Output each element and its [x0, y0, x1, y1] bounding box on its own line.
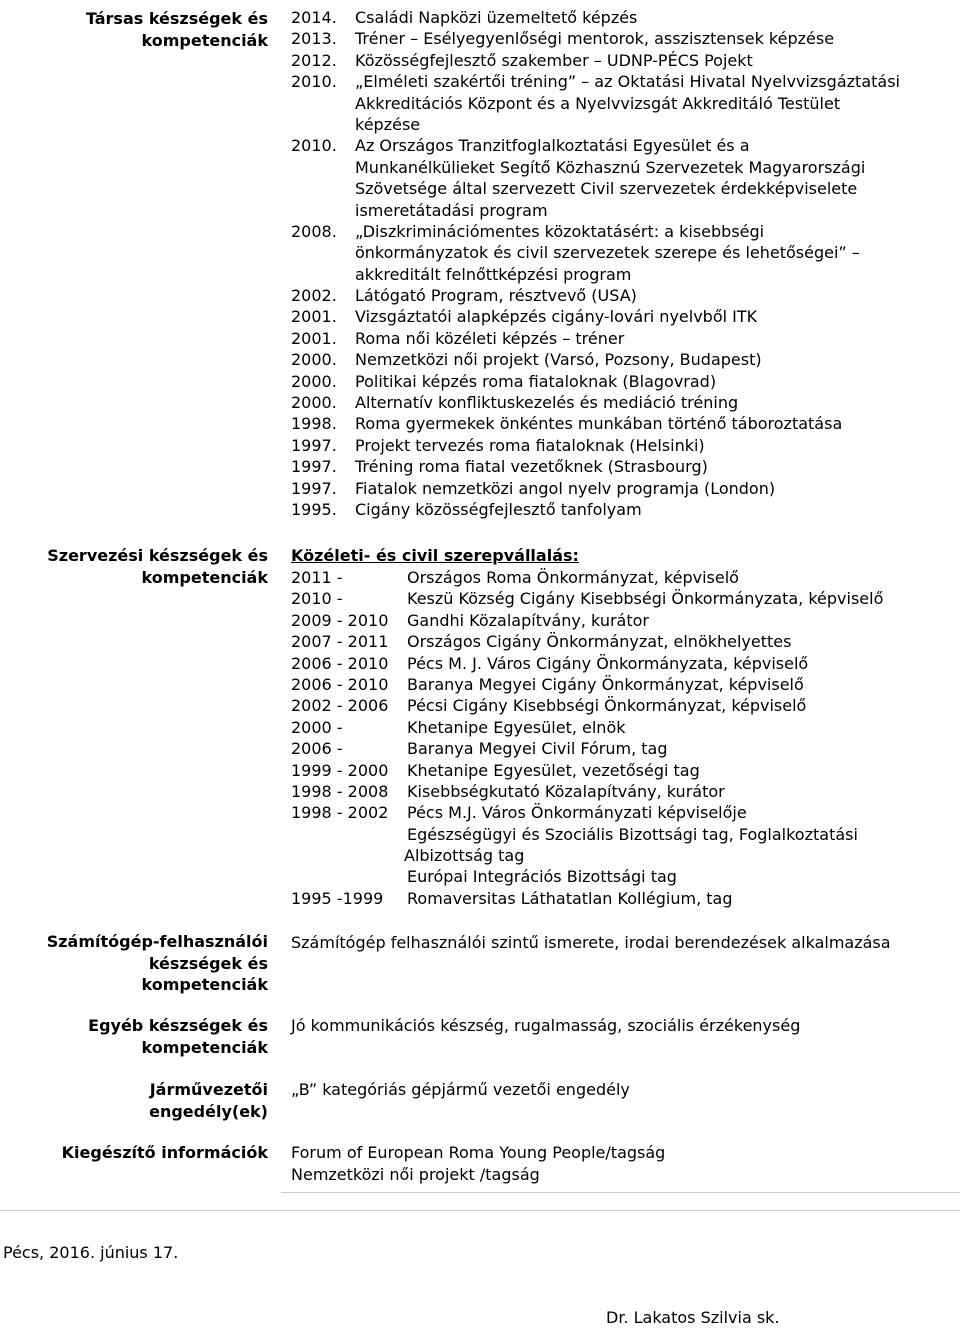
training-year: 2000.	[291, 393, 337, 413]
civic-years: 2007 - 2011	[291, 632, 389, 652]
signature: Dr. Lakatos Szilvia sk.	[606, 1308, 780, 1327]
training-entry	[291, 456, 959, 477]
label-line: kompetenciák	[141, 975, 268, 994]
civic-entry	[291, 610, 959, 631]
civic-text: Kisebbségkutató Közalapítvány, kurátor	[407, 781, 725, 801]
driving-license-text: „B” kategóriás gépjármű vezetői engedély	[291, 1080, 630, 1099]
civic-years: 2009 - 2010	[291, 610, 389, 630]
civic-text: Európai Integrációs Bizottsági tag	[407, 867, 677, 887]
civic-years: 1998 - 2008	[291, 781, 389, 801]
civic-entry	[291, 567, 959, 588]
computer-skills-label	[6, 931, 268, 996]
civic-entry	[291, 631, 959, 652]
civic-heading: Közéleti- és civil szerepvállalás:	[291, 546, 579, 565]
social-skills-label	[6, 8, 268, 51]
label-line: kompetenciák	[141, 1037, 268, 1057]
other-skills-text: Jó kommunikációs készség, rugalmasság, szociális érzékenység	[291, 1016, 801, 1035]
civic-text: Országos Roma Önkormányzat, képviselő	[407, 568, 739, 587]
training-entry	[291, 371, 959, 392]
training-year: 2001.	[291, 328, 337, 348]
civic-entry	[291, 824, 959, 845]
training-text: Nemzetközi női projekt (Varsó, Pozsony, Budapest)	[355, 350, 762, 370]
civic-text: Pécs M.J. Város Önkormányzati képviselője	[407, 803, 747, 823]
training-entry	[291, 135, 959, 156]
training-text: ismeretátadási program	[355, 200, 548, 220]
training-text: Akkreditációs Központ és a Nyelvvizsgát Akkreditáló Testület	[355, 93, 841, 113]
label-line: készségek és	[148, 953, 268, 973]
civic-years: 1995 -1999	[291, 888, 384, 908]
civic-entry	[291, 674, 959, 695]
divider	[0, 1210, 960, 1211]
civic-text: Egészségügyi és Szociális Bizottsági tag, Foglalkoztatási	[407, 824, 858, 844]
civic-section	[291, 545, 959, 909]
civic-entry	[291, 781, 959, 802]
additional-info-line: Forum of European Roma Young People/tagság	[291, 1143, 666, 1162]
civic-entry	[291, 866, 959, 887]
civic-entry	[291, 717, 959, 738]
training-year: 1995.	[291, 499, 337, 519]
civic-entry	[291, 653, 959, 674]
training-text: „Elméleti szakértői tréning” – az Oktatási Hivatal Nyelvvizsgáztatási	[355, 72, 900, 92]
training-text: Fiatalok nemzetközi angol nyelv programja (London)	[355, 478, 776, 498]
training-list	[291, 7, 959, 520]
civic-entry	[291, 802, 959, 823]
training-text: Közösségfejlesztő szakember – UDNP-PÉCS Pojekt	[355, 50, 753, 70]
label-line: Számítógép-felhasználói	[46, 932, 268, 951]
civic-text: Khetanipe Egyesület, elnök	[407, 717, 626, 737]
training-year: 2001.	[291, 307, 337, 327]
civic-entry	[291, 845, 959, 866]
training-entry	[291, 435, 959, 456]
training-text: Roma női közéleti képzés – tréner	[355, 328, 625, 348]
training-text: Alternatív konfliktuskezelés és mediáció tréning	[355, 393, 739, 413]
other-skills-label	[6, 1015, 268, 1058]
additional-info-text	[291, 1142, 665, 1186]
driving-license-label	[6, 1079, 268, 1122]
civic-text: Gandhi Közalapítvány, kurátor	[407, 610, 649, 630]
training-year: 2010.	[291, 72, 337, 92]
civic-years: 2006 - 2010	[291, 653, 389, 673]
training-year: 1997.	[291, 457, 337, 477]
training-entry	[291, 242, 959, 263]
training-year: 2013.	[291, 29, 337, 49]
training-text: Tréner – Esélyegyenlőségi mentorok, asszisztensek képzése	[355, 29, 835, 49]
training-entry	[291, 93, 959, 114]
civic-entry	[291, 738, 959, 759]
training-entry	[291, 200, 959, 221]
training-text: Vizsgáztatói alapképzés cigány-lovári nyelvből ITK	[355, 307, 758, 327]
training-text: Cigány közösségfejlesztő tanfolyam	[355, 499, 642, 519]
civic-entry	[291, 888, 959, 909]
civic-years: 2000 -	[291, 717, 343, 737]
training-entry	[291, 499, 959, 520]
training-entry	[291, 178, 959, 199]
label-line: engedély(ek)	[149, 1101, 268, 1121]
organizational-skills-label	[6, 545, 268, 588]
civic-years: 2006 - 2010	[291, 674, 389, 694]
training-entry	[291, 392, 959, 413]
training-entry	[291, 264, 959, 285]
label-line: Társas készségek és	[85, 9, 268, 28]
label-line: Egyéb készségek és	[88, 1016, 268, 1035]
civic-list	[291, 567, 959, 909]
training-entry	[291, 71, 959, 92]
training-text: Családi Napközi üzemeltető képzés	[355, 8, 638, 27]
label-line: Kiegészítő információk	[61, 1143, 268, 1162]
training-year: 1997.	[291, 435, 337, 455]
civic-text: Országos Cigány Önkormányzat, elnökhelyettes	[407, 632, 792, 652]
training-text: Látógató Program, résztvevő (USA)	[355, 286, 637, 306]
training-text: Az Országos Tranzitfoglalkoztatási Egyesület és a	[355, 136, 750, 156]
training-entry	[291, 7, 959, 28]
training-entry	[291, 413, 959, 434]
additional-info-label	[6, 1142, 268, 1164]
training-entry	[291, 306, 959, 327]
training-year: 2000.	[291, 350, 337, 370]
training-entry	[291, 478, 959, 499]
training-text: Munkanélkülieket Segítő Közhasznú Szervezetek Magyarországi	[355, 157, 866, 177]
training-year: 2010.	[291, 136, 337, 156]
training-year: 2012.	[291, 50, 337, 70]
training-year: 1998.	[291, 414, 337, 434]
training-entry	[291, 157, 959, 178]
training-entry	[291, 349, 959, 370]
civic-entry	[291, 588, 959, 609]
civic-years: 2006 -	[291, 739, 343, 759]
training-entry	[291, 28, 959, 49]
training-entry	[291, 285, 959, 306]
training-text: Szövetsége által szervezett Civil szervezetek érdekképviselete	[355, 179, 858, 199]
computer-skills-text: Számítógép felhasználói szintű ismerete, irodai berendezések alkalmazása	[291, 933, 891, 952]
training-year: 2008.	[291, 221, 337, 241]
training-text: képzése	[355, 114, 421, 134]
divider	[281, 1192, 960, 1193]
civic-text: Baranya Megyei Cigány Önkormányzat, képviselő	[407, 674, 804, 694]
civic-text: Romaversitas Láthatatlan Kollégium, tag	[407, 888, 733, 908]
label-line: kompetenciák	[141, 30, 268, 50]
training-text: Projekt tervezés roma fiataloknak (Helsinki)	[355, 435, 705, 455]
training-year: 2000.	[291, 371, 337, 391]
training-text: Tréning roma fiatal vezetőknek (Strasbourg)	[355, 457, 708, 477]
label-line: Járművezetői	[149, 1080, 268, 1099]
civic-text: Khetanipe Egyesület, vezetőségi tag	[407, 760, 700, 780]
place-date: Pécs, 2016. június 17.	[3, 1243, 179, 1262]
additional-info-line: Nemzetközi női projekt /tagság	[291, 1165, 540, 1184]
training-entry	[291, 114, 959, 135]
training-text: Roma gyermekek önkéntes munkában történő táboroztatása	[355, 414, 843, 434]
civic-text: Pécs M. J. Város Cigány Önkormányzata, képviselő	[407, 653, 809, 673]
training-entry	[291, 328, 959, 349]
training-entry	[291, 221, 959, 242]
training-text: önkormányzatok és civil szervezetek szerepe és lehetőségei” –	[355, 243, 860, 263]
training-text: Politikai képzés roma fiataloknak (Blagovrad)	[355, 371, 717, 391]
label-line: Szervezési készségek és	[47, 546, 268, 565]
training-year: 2014.	[291, 8, 337, 27]
civic-years: 1998 - 2002	[291, 803, 389, 823]
civic-years: 2010 -	[291, 589, 343, 609]
training-text: „Diszkriminációmentes közoktatásért: a kisebbségi	[355, 221, 765, 241]
civic-text: Baranya Megyei Civil Fórum, tag	[407, 739, 668, 759]
civic-text: Keszü Község Cigány Kisebbségi Önkormányzata, képviselő	[407, 589, 884, 609]
civic-years: 1999 - 2000	[291, 760, 389, 780]
training-entry	[291, 50, 959, 71]
training-text: akkreditált felnőttképzési program	[355, 264, 632, 284]
civic-entry	[291, 760, 959, 781]
training-year: 2002.	[291, 286, 337, 306]
civic-text: Pécsi Cigány Kisebbségi Önkormányzat, képviselő	[407, 696, 807, 716]
civic-entry	[291, 695, 959, 716]
label-line: kompetenciák	[141, 567, 268, 587]
civic-text: Albizottság tag	[404, 846, 525, 866]
civic-years: 2011 -	[291, 568, 343, 587]
civic-years: 2002 - 2006	[291, 696, 389, 716]
training-year: 1997.	[291, 478, 337, 498]
